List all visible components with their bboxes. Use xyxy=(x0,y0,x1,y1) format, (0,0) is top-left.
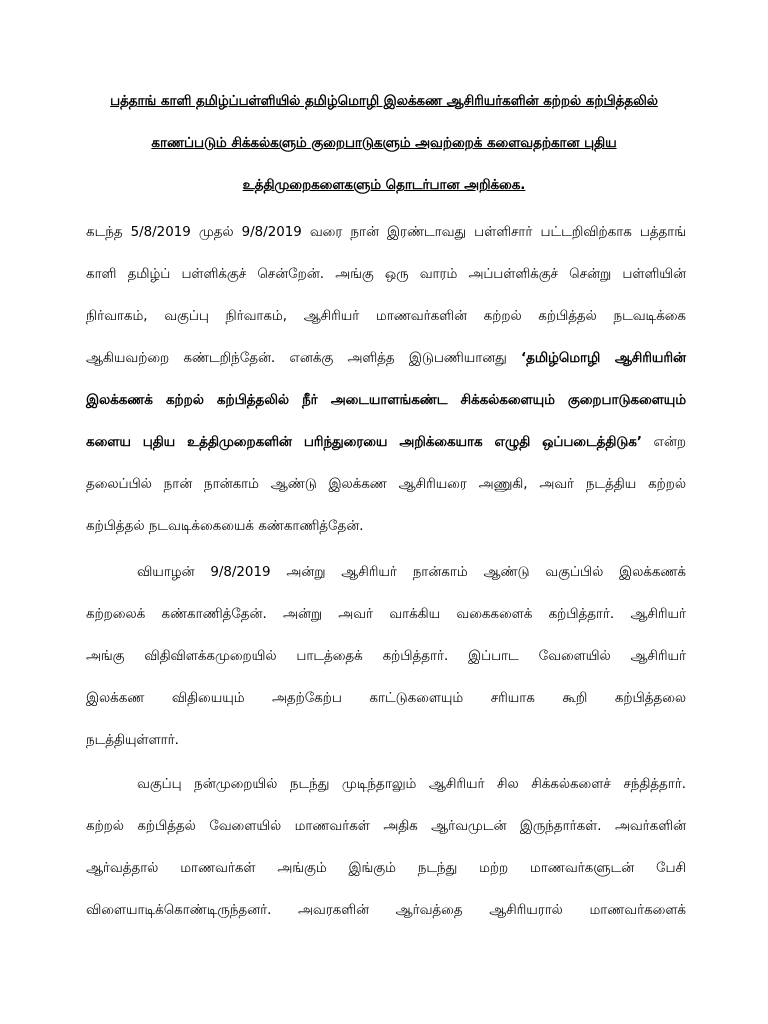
paragraph-3-line-1: வகுப்பு நன்முறையில் நடந்து முடிந்தாலும் ஆசிரியர் சில சிக்கல்களைச் சந்தித்தார். xyxy=(137,777,686,792)
paragraph-2-line-4: இலக்கண விதியையும் அதற்கேற்ப காட்டுகளையும் சரியாக கூறி கற்பித்தலை xyxy=(86,691,686,706)
report-title-line-3: உத்திமுறைகளைகளும் தொடர்பான அறிக்கை. xyxy=(242,178,526,193)
paragraph-1-line-3: நிர்வாகம், வகுப்பு நிர்வாகம், ஆசிரியர் மாணவர்களின் கற்றல் கற்பித்தல் நடவடிக்கை xyxy=(86,309,686,324)
paragraph-3-line-4: விளையாடிக்கொண்டிருந்தனர். அவரகளின் ஆர்வத்தை ஆசிரியரால் மாணவர்களைக் xyxy=(86,903,686,918)
paragraph-2-line-2: கற்றலைக் கண்காணித்தேன். அன்று அவர் வாக்கிய வகைகளைக் கற்பித்தார். ஆசிரியர் xyxy=(86,607,686,622)
paragraph-2-line-3: அங்கு விதிவிளக்கமுறையில் பாடத்தைக் கற்பித்தார். இப்பாட வேளையில் ஆசிரியர் xyxy=(86,649,686,664)
report-title-line-2: காணப்படும் சிக்கல்களும் குறைபாடுகளும் அவற்றைக் களைவதற்கான புதிய xyxy=(151,136,617,151)
paragraph-2-line-5: நடத்தியுள்ளார். xyxy=(86,733,179,748)
assignment-topic-start: ‘தமிழ்மொழி ஆசிரியரின் xyxy=(521,351,686,366)
paragraph-1-line-4 xyxy=(86,350,686,368)
paragraph-1-line-8: கற்பித்தல் நடவடிக்கையைக் கண்காணித்தேன். xyxy=(86,519,364,534)
paragraph-2-line-1: வியாழன் 9/8/2019 அன்று ஆசிரியர் நான்காம் ஆண்டு வகுப்பில் இலக்கணக் xyxy=(137,565,686,580)
paragraph-1-line-7: தலைப்பில் நான் நான்காம் ஆண்டு இலக்கண ஆசிரியரை அணுகி, அவர் நடத்திய கற்றல் xyxy=(86,477,686,492)
paragraph-3-line-2: கற்றல் கற்பித்தல் வேளையில் மாணவர்கள் அதிக ஆர்வமுடன் இருந்தார்கள். அவர்களின் xyxy=(86,819,686,834)
paragraph-3-line-3: ஆர்வத்தால் மாணவர்கள் அங்கும் இங்கும் நடந்து மற்ற மாணவர்களுடன் பேசி xyxy=(86,861,686,876)
report-title-line-1: பத்தாங் காளி தமிழ்ப்பள்ளியில் தமிழ்மொழி இலக்கண ஆசிரியர்களின் கற்றல் கற்பித்தலில் xyxy=(110,94,658,109)
assignment-topic-line-2: இலக்கணக் கற்றல் கற்பித்தலில் நீர் அடையாளங்கண்ட சிக்கல்களையும் குறைபாடுகளையும் xyxy=(86,393,686,408)
assignment-topic-end: களைய புதிய உத்திமுறைகளின் பரிந்துரையை அறிக்கையாக எழுதி ஒப்படைத்திடுக’ xyxy=(86,435,642,450)
paragraph-1-line-1: கடந்த 5/8/2019 முதல் 9/8/2019 வரை நான் இரண்டாவது பள்ளிசார் பட்டறிவிற்காக பத்தாங் xyxy=(86,225,686,240)
paragraph-1-line-6 xyxy=(86,434,686,452)
paragraph-1-line-2: காளி தமிழ்ப் பள்ளிக்குச் சென்றேன். அங்கு ஒரு வாரம் அப்பள்ளிக்குச் சென்று பள்ளியின் xyxy=(86,267,686,282)
paragraph-1-line-4-text: ஆகியவற்றை கண்டறிந்தேன். எனக்கு அளித்த இடுபணியானது xyxy=(86,351,522,366)
paragraph-1-line-6-text: என்ற xyxy=(641,435,686,450)
